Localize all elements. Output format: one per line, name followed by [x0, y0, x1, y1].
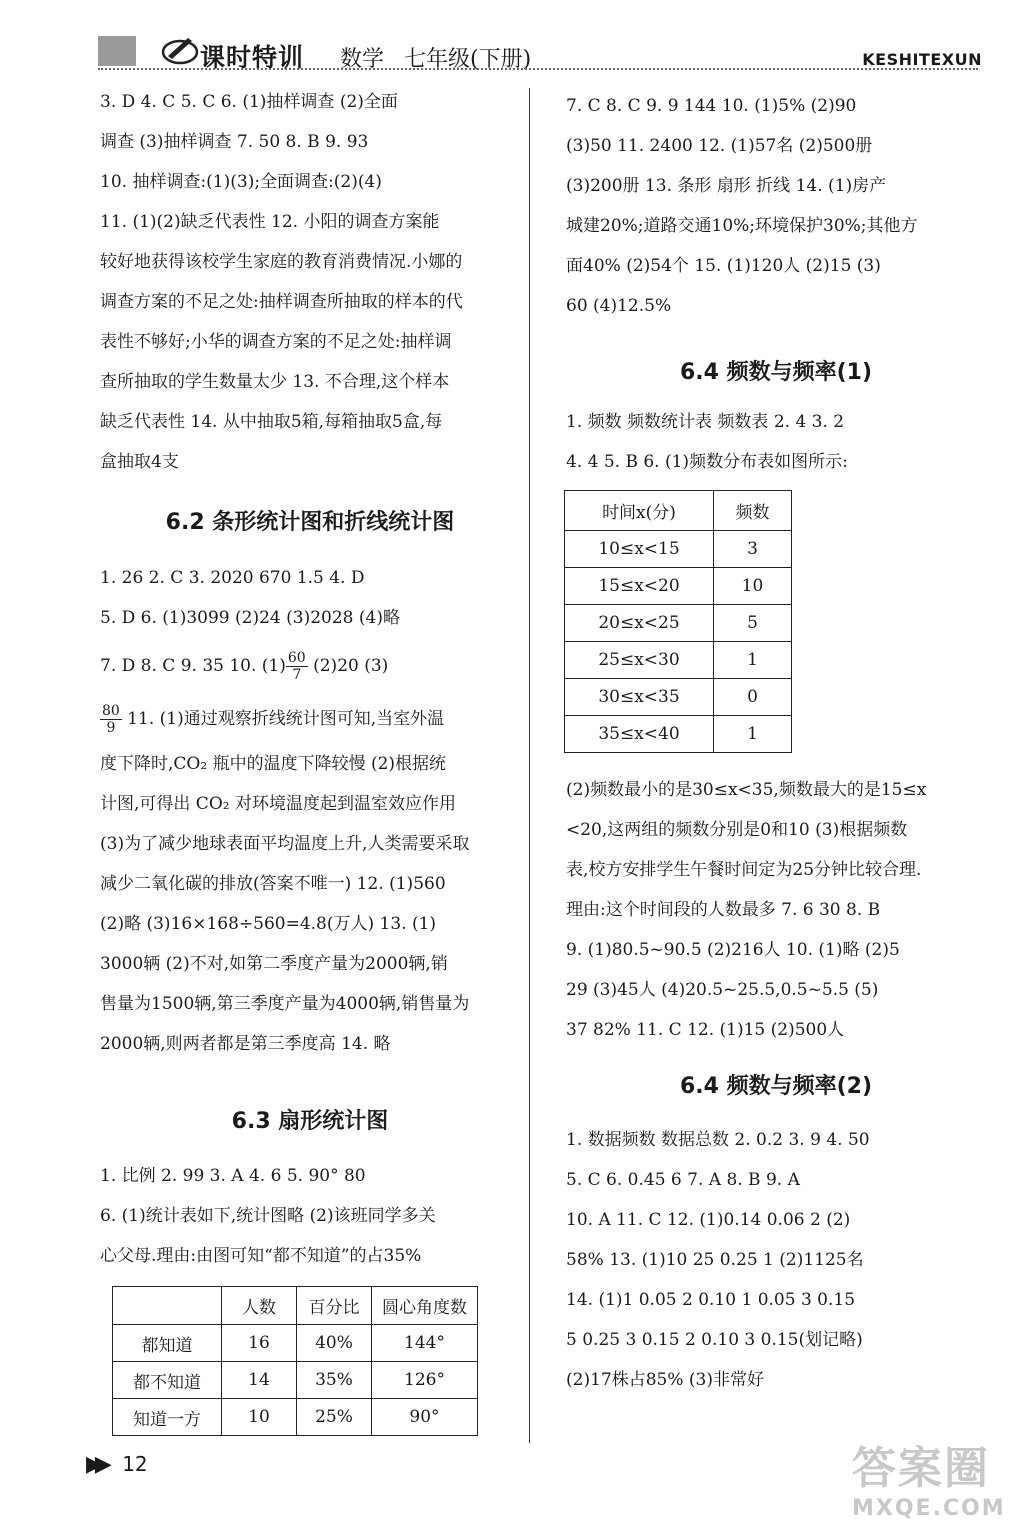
section-title: 6.3 扇形统计图 — [231, 1109, 389, 1134]
table-cell: 126° — [372, 1362, 478, 1399]
table-cell: 20≤x<25 — [565, 605, 714, 642]
answer-text: 11. (1)通过观察折线统计图可知,当室外温 — [121, 709, 445, 729]
answer-line: 调查 (3)抽样调查 7. 50 8. B 9. 93 — [100, 132, 369, 152]
answer-line: 37 82% 11. C 12. (1)15 (2)500人 — [566, 1020, 845, 1040]
answer-line: 3. D 4. C 5. C 6. (1)抽样调查 (2)全面 — [100, 92, 398, 112]
watermark — [852, 1432, 1004, 1530]
table-cell: 25% — [297, 1399, 372, 1436]
answer-line: 10. A 11. C 12. (1)0.14 0.06 2 (2) — [566, 1210, 851, 1230]
table-cell: 14 — [222, 1362, 297, 1399]
answer-line: 面40% (2)54个 15. (1)120人 (2)15 (3) — [566, 256, 881, 276]
fraction-numerator: 60 — [287, 650, 306, 666]
answer-line: 减少二氧化碳的排放(答案不唯一) 12. (1)560 — [100, 874, 446, 894]
frequency-table — [564, 490, 792, 753]
answer-line: 10. 抽样调查:(1)(3);全面调查:(2)(4) — [100, 172, 382, 192]
table-cell: 1 — [714, 716, 792, 753]
table-cell: 40% — [297, 1325, 372, 1362]
section-title: 6.2 条形统计图和折线统计图 — [165, 510, 455, 535]
answer-line: 5 0.25 3 0.15 2 0.10 3 0.15(划记略) — [566, 1330, 863, 1350]
answer-line: 较好地获得该校学生家庭的教育消费情况.小娜的 — [100, 252, 463, 272]
section-6-4-1 — [566, 355, 986, 386]
table-row — [113, 1399, 478, 1436]
table-cell: 10≤x<15 — [565, 531, 714, 568]
table-row — [565, 605, 792, 642]
section-6-4-2 — [566, 1069, 986, 1100]
table-cell: 25≤x<30 — [565, 642, 714, 679]
table-cell: 10 — [714, 568, 792, 605]
table-row — [565, 568, 792, 605]
answer-line: 6. (1)统计表如下,统计图略 (2)该班同学多关 — [100, 1206, 436, 1226]
table-header-cell: 圆心角度数 — [372, 1287, 478, 1325]
answer-text: (2)20 (3) — [307, 656, 389, 676]
right-column — [566, 86, 986, 326]
answer-line: (3)200册 13. 条形 扇形 折线 14. (1)房产 — [566, 176, 887, 196]
page-number — [86, 1452, 148, 1477]
answer-line: (2)17株占85% (3)非常好 — [566, 1370, 764, 1390]
table-cell: 15≤x<20 — [565, 568, 714, 605]
table-row — [565, 642, 792, 679]
table-header-cell: 人数 — [222, 1287, 297, 1325]
answer-line: 表,校方安排学生午餐时间定为25分钟比较合理. — [566, 860, 922, 880]
table-cell: 90° — [372, 1399, 478, 1436]
table-row — [113, 1362, 478, 1399]
section-title: 6.4 频数与频率(1) — [679, 360, 873, 385]
answer-line: 14. (1)1 0.05 2 0.10 1 0.05 3 0.15 — [566, 1290, 856, 1310]
answer-line — [100, 638, 520, 694]
fraction-denominator: 7 — [292, 667, 302, 683]
answer-line: 心父母.理由:由图可知“都不知道”的占35% — [100, 1246, 422, 1266]
answer-line: 4. 4 5. B 6. (1)频数分布表如图所示: — [566, 452, 848, 472]
table-cell: 35% — [297, 1362, 372, 1399]
section-title: 6.4 频数与频率(2) — [679, 1074, 873, 1099]
book-series-title: 课时特训 — [200, 43, 305, 72]
table-header-cell: 百分比 — [297, 1287, 372, 1325]
answer-line: (3)为了减少地球表面平均温度上升,人类需要采取 — [100, 834, 470, 854]
fraction — [100, 703, 122, 736]
table-cell: 144° — [372, 1325, 478, 1362]
answer-line: 1. 频数 频数统计表 频数表 2. 4 3. 2 — [566, 412, 845, 432]
table-row — [565, 716, 792, 753]
pen-logo-icon — [160, 32, 200, 66]
answer-line: 表性不够好;小华的调查方案的不足之处:抽样调 — [100, 332, 452, 352]
table-row — [113, 1325, 478, 1362]
answer-line: 3000辆 (2)不对,如第二季度产量为2000辆,销 — [100, 954, 448, 974]
table-row — [565, 531, 792, 568]
fraction-numerator: 80 — [102, 703, 120, 719]
watermark-text: 答案圈 — [852, 1443, 990, 1494]
table-header-cell: 时间x(分) — [565, 491, 714, 531]
answer-text: 7. D 8. C 9. 35 10. (1) — [100, 656, 286, 676]
answer-line: 58% 13. (1)10 25 0.25 1 (2)1125名 — [566, 1250, 864, 1270]
table-header-cell — [113, 1287, 222, 1325]
section-6-4-2-body — [566, 1120, 986, 1400]
survey-table — [112, 1286, 478, 1436]
answer-line: 1. 数据频数 数据总数 2. 0.2 3. 9 4. 50 — [566, 1130, 870, 1150]
watermark-url: MXQE.COM — [852, 1496, 1006, 1521]
header-gray-block — [98, 36, 136, 66]
table-cell: 3 — [714, 531, 792, 568]
table-header-row — [113, 1287, 478, 1325]
answer-line: <20,这两组的频数分别是0和10 (3)根据频数 — [566, 820, 908, 840]
fraction — [286, 650, 308, 683]
page-number-text: 12 — [122, 1452, 148, 1476]
table-cell: 都知道 — [113, 1325, 222, 1362]
table-cell: 30≤x<35 — [565, 679, 714, 716]
answer-line: 理由:这个时间段的人数最多 7. 6 30 8. B — [566, 900, 881, 920]
section-6-3-body — [100, 1156, 520, 1276]
table-cell: 1 — [714, 642, 792, 679]
answer-line: 5. D 6. (1)3099 (2)24 (3)2028 (4)略 — [100, 608, 400, 628]
answer-line: 城建20%;道路交通10%;环境保护30%;其他方 — [566, 216, 918, 236]
table-cell: 5 — [714, 605, 792, 642]
answer-line: (2)略 (3)16×168÷560=4.8(万人) 13. (1) — [100, 914, 437, 934]
table-header-cell: 频数 — [714, 491, 792, 531]
header-dotted-rule — [98, 68, 978, 70]
table-cell: 都不知道 — [113, 1362, 222, 1399]
subject-label: 数学 — [340, 47, 385, 72]
answer-line — [100, 694, 520, 744]
grade-label: 七年级(下册) — [404, 47, 532, 72]
table-header-row — [565, 491, 792, 531]
column-divider — [529, 88, 530, 1443]
answer-line: 计图,可得出 CO₂ 对环境温度起到温室效应作用 — [100, 794, 456, 814]
answer-line: 查所抽取的学生数量太少 13. 不合理,这个样本 — [100, 372, 450, 392]
table-cell: 0 — [714, 679, 792, 716]
answer-line: 60 (4)12.5% — [566, 296, 672, 316]
section-6-4-1-body — [566, 402, 986, 482]
answer-line: 5. C 6. 0.45 6 7. A 8. B 9. A — [566, 1170, 800, 1190]
table-cell: 16 — [222, 1325, 297, 1362]
left-column — [100, 82, 520, 482]
answer-line: 缺乏代表性 14. 从中抽取5箱,每箱抽取5盒,每 — [100, 412, 443, 432]
answer-line: 1. 26 2. C 3. 2020 670 1.5 4. D — [100, 568, 365, 588]
section-6-3 — [100, 1104, 520, 1135]
answer-line: (2)频数最小的是30≤x<35,频数最大的是15≤x — [566, 780, 927, 800]
table-cell: 知道一方 — [113, 1399, 222, 1436]
section-6-2 — [100, 505, 520, 536]
answer-line: 盒抽取4支 — [100, 452, 179, 472]
answer-line: 售量为1500辆,第三季度产量为4000辆,销售量为 — [100, 994, 470, 1014]
section-6-2-body — [100, 558, 520, 1064]
double-chevron-icon: ▶▶ — [86, 1452, 104, 1477]
answer-line: 度下降时,CO₂ 瓶中的温度下降较慢 (2)根据统 — [100, 754, 447, 774]
answer-line: 2000辆,则两者都是第三季度高 14. 略 — [100, 1034, 391, 1054]
answer-line: 7. C 8. C 9. 9 144 10. (1)5% (2)90 — [566, 96, 857, 116]
answer-line: (3)50 11. 2400 12. (1)57名 (2)500册 — [566, 136, 873, 156]
answer-line: 11. (1)(2)缺乏代表性 12. 小阳的调查方案能 — [100, 212, 440, 232]
table-row — [565, 679, 792, 716]
answer-line: 9. (1)80.5~90.5 (2)216人 10. (1)略 (2)5 — [566, 940, 900, 960]
page-header — [0, 0, 1024, 80]
table-cell: 35≤x<40 — [565, 716, 714, 753]
section-6-4-1-body-cont — [566, 770, 986, 1050]
answer-line: 调查方案的不足之处:抽样调查所抽取的样本的代 — [100, 292, 463, 312]
fraction-denominator: 9 — [106, 720, 116, 736]
brand-text: KESHITEXUN — [862, 50, 982, 69]
answer-line: 29 (3)45人 (4)20.5~25.5,0.5~5.5 (5) — [566, 980, 879, 1000]
table-cell: 10 — [222, 1399, 297, 1436]
answer-line: 1. 比例 2. 99 3. A 4. 6 5. 90° 80 — [100, 1166, 366, 1186]
